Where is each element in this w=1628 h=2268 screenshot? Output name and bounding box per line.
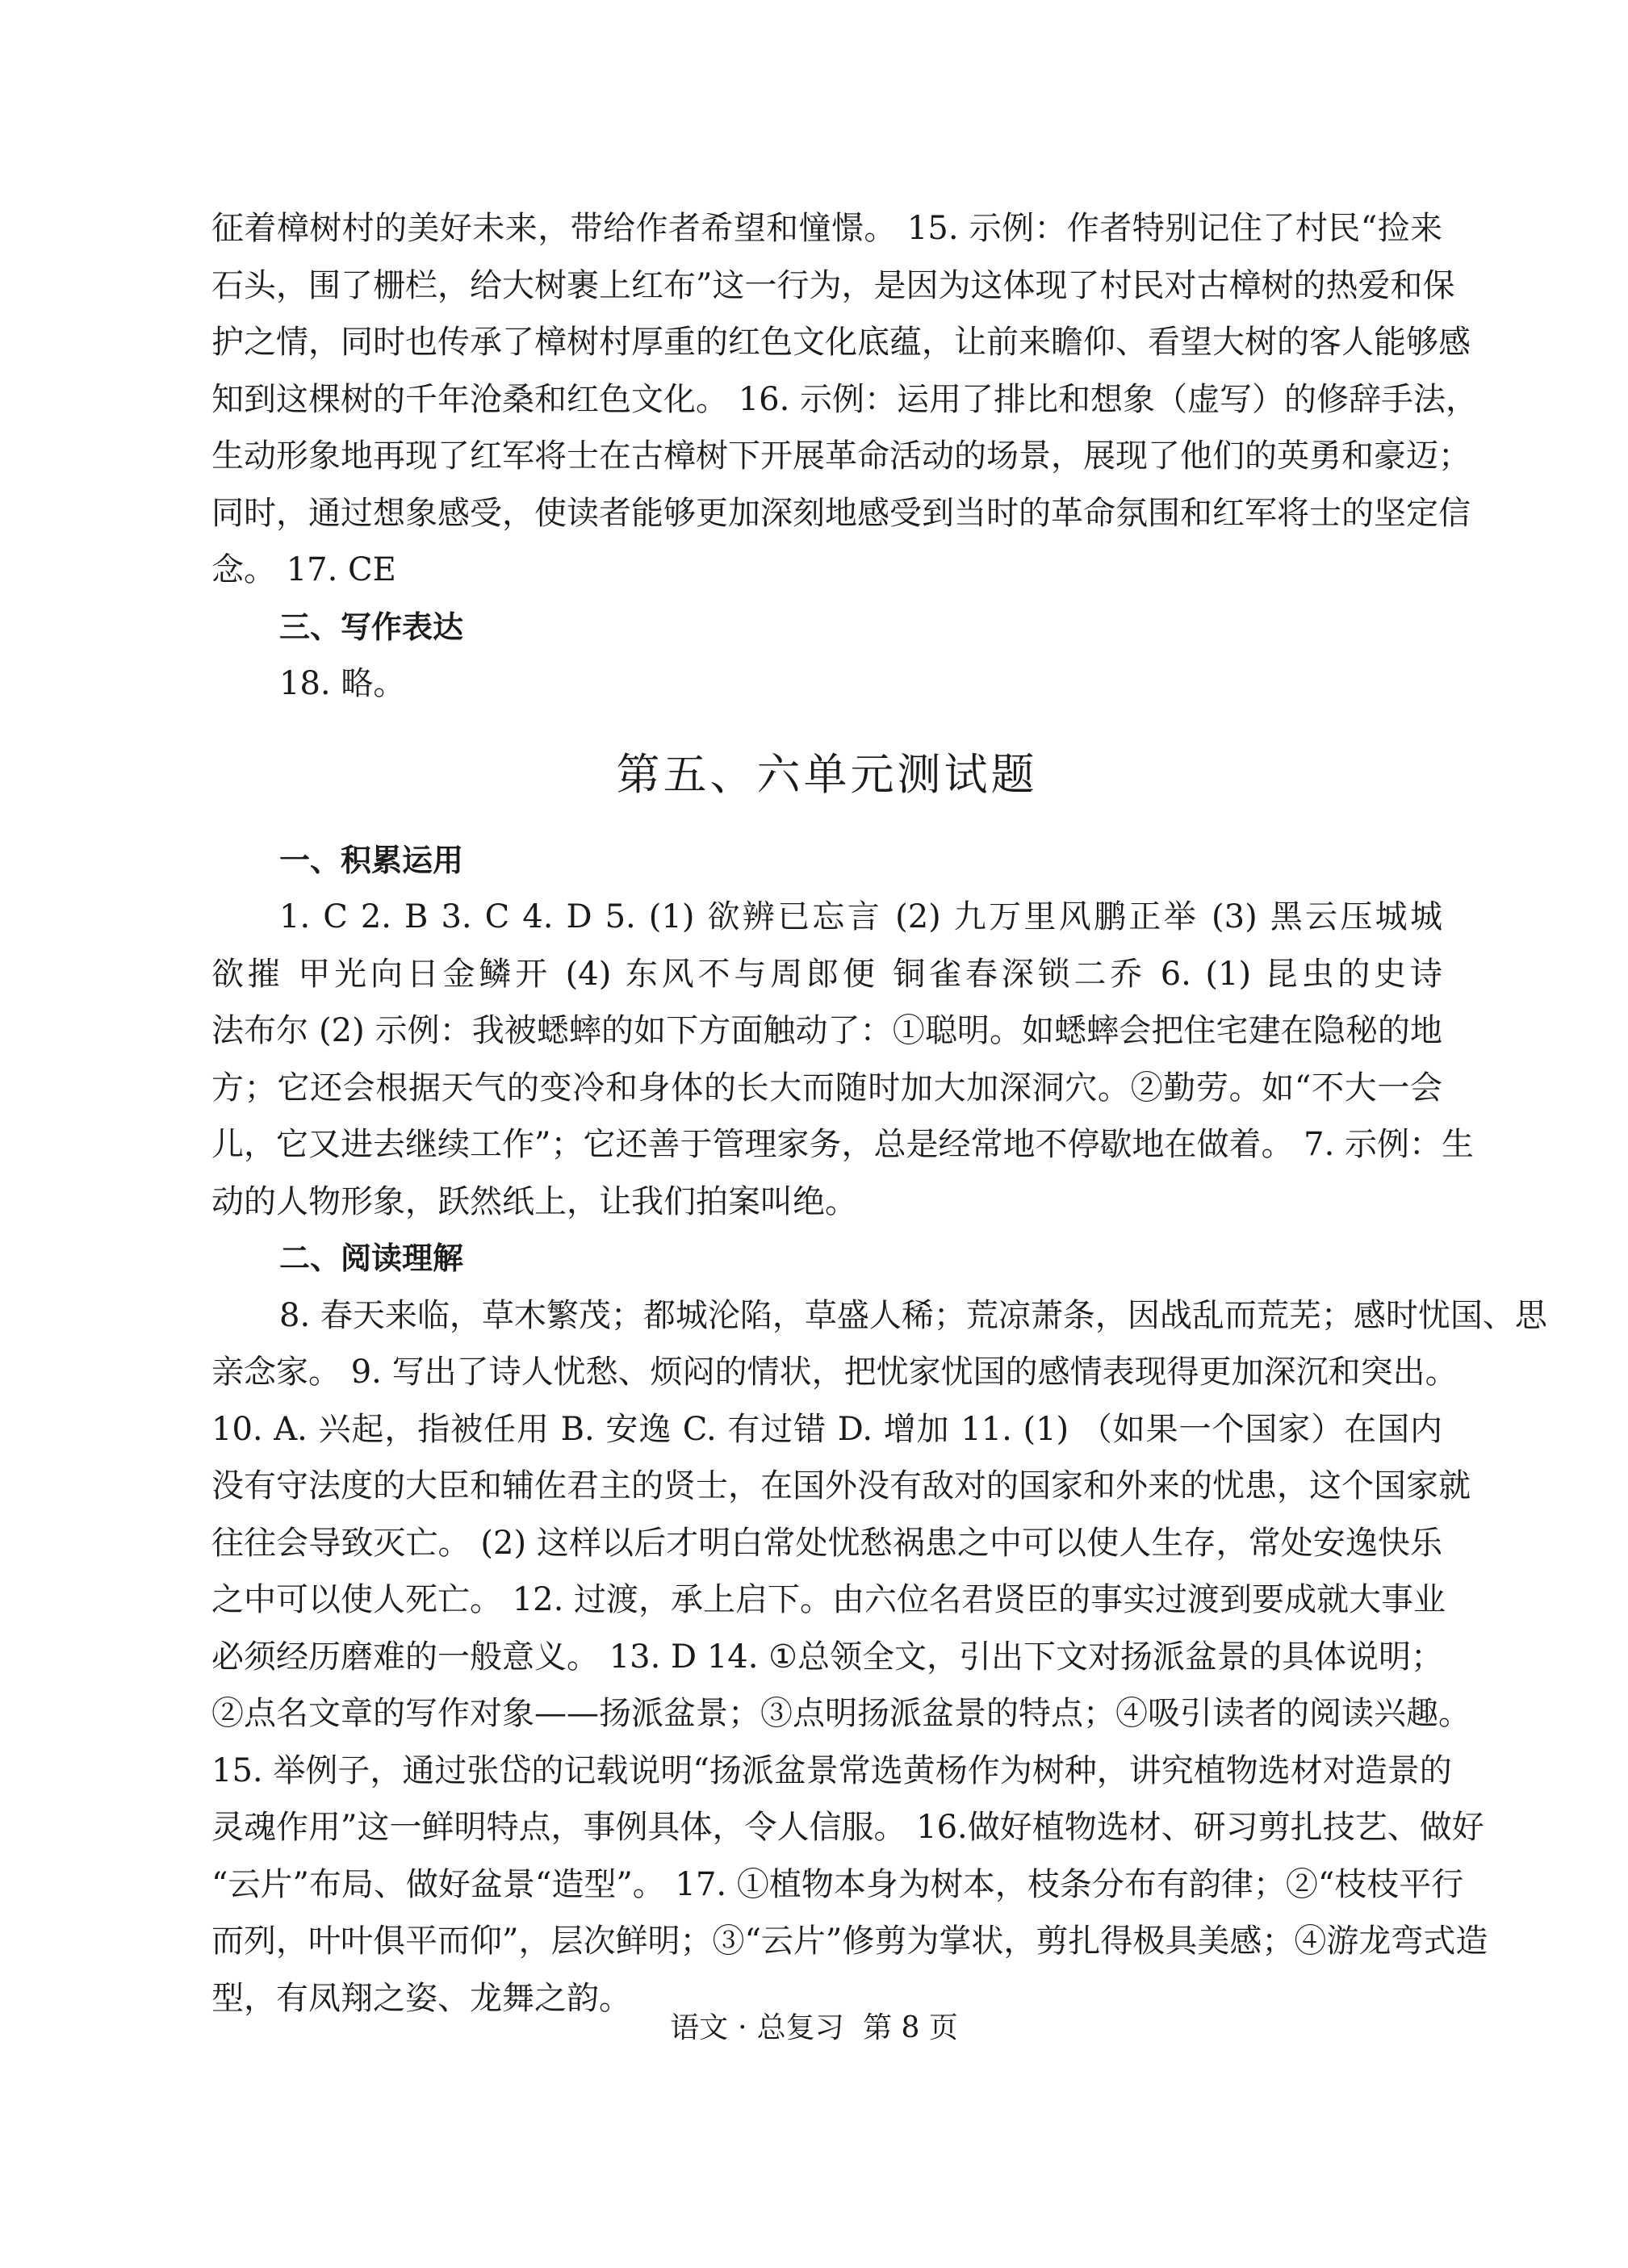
text-line: ②点名文章的写作对象——扬派盆景；③点明扬派盆景的特点；④吸引读者的阅读兴趣。 [211, 1695, 1471, 1732]
text-line: 往往会导致灭亡。 (2) 这样以后才明白常处忧愁祸患之中可以使人生存，常处安逸快乐 [211, 1524, 1442, 1562]
unit-test-title: 第五、六单元测试题 [616, 748, 1038, 800]
text-line: 欲摧 甲光向日金鳞开 (4) 东风不与周郎便 铜雀春深锁二乔 6. (1) 昆虫的史诗 [211, 955, 1442, 993]
text-line: 护之情，同时也传承了樟树村厚重的红色文化底蕴，让前来瞻仰、看望大树的客人能够感 [211, 324, 1471, 361]
text-line: 方；它还会根据天气的变冷和身体的长大而随时加大加深洞穴。②勤劳。如“不大一会 [211, 1069, 1442, 1107]
text-line: 8. 春天来临，草木繁茂；都城沦陷，草盛人稀；荒凉萧条，因战乱而荒芜；感时忧国、思 [279, 1296, 1547, 1334]
text-line: 儿，它又进去继续工作”；它还善于管理家务，总是经常地不停歇地在做着。 7. 示例：生 [211, 1126, 1475, 1163]
footer-separator: · [738, 2011, 747, 2044]
text-line: 法布尔 (2) 示例：我被蟋蟀的如下方面触动了：①聪明。如蟋蟀会把住宅建在隐秘的地 [211, 1012, 1442, 1049]
text-line: 之中可以使人死亡。 12. 过渡，承上启下。由六位名君贤臣的事实过渡到要成就大事业 [211, 1581, 1446, 1618]
writing-answer: 18. 略。 [279, 665, 406, 702]
footer-book: 总复习 [756, 2011, 844, 2044]
text-line: 念。 17. CE [211, 551, 396, 588]
answer-continuation [211, 200, 1479, 599]
text-line: 征着樟树村的美好未来，带给作者希望和憧憬。 15. 示例：作者特别记住了村民“捡来 [211, 210, 1442, 247]
section-heading-reading: 二、阅读理解 [279, 1241, 464, 1276]
text-line: 亲念家。 9. 写出了诗人忧愁、烦闷的情状，把忧家忧国的感情表现得更加深沉和突出。 [211, 1354, 1458, 1391]
text-line: 1. C 2. B 3. C 4. D 5. (1) 欲辨已忘言 (2) 九万里风鹏正举 (3) 黑云压城城 [279, 898, 1442, 935]
text-line: 而列，叶叶俱平而仰”，层次鲜明；③“云片”修剪为掌状，剪扎得极具美感；④游龙弯式造 [211, 1923, 1488, 1960]
text-line: 必须经历磨难的一般意义。 13. D 14. ①总领全文，引出下文对扬派盆景的具体说明； [211, 1638, 1444, 1676]
text-line: 知到这棵树的千年沧桑和红色文化。 16. 示例：运用了排比和想象（虚写）的修辞手法， [211, 380, 1479, 418]
text-line: 型，有凤翔之姿、龙舞之韵。 [211, 1979, 631, 2017]
writing-section [211, 599, 1442, 713]
section-heading-accumulation: 一、积累运用 [279, 842, 464, 878]
text-line: “云片”布局、做好盆景“造型”。 17. ①植物本身为树本，枝条分布有韵律；②“枝枝平行 [211, 1865, 1464, 1903]
footer-subject: 语文 [670, 2011, 729, 2044]
text-line: 没有守法度的大臣和辅佐君主的贤士，在国外没有敌对的国家和外来的忧患，这个国家就 [211, 1467, 1471, 1504]
text-line: 灵魂作用”这一鲜明特点，事例具体，令人信服。 16.做好植物选材、研习剪扎技艺、做好 [211, 1809, 1484, 1846]
section-heading-writing: 三、写作表达 [279, 609, 464, 645]
text-line: 生动形象地再现了红军将士在古樟树下开展革命活动的场景，展现了他们的英勇和豪迈； [211, 437, 1471, 475]
text-line: 10. A. 兴起，指被任用 B. 安逸 C. 有过错 D. 增加 11. (1) （如果一个国家）在国内 [211, 1410, 1442, 1448]
text-line: 15. 举例子，通过张岱的记载说明“扬派盆景常选黄杨作为树种，讲究植物选材对造景的 [211, 1751, 1452, 1789]
text-line: 同时，通过想象感受，使读者能够更加深刻地感受到当时的革命氛围和红军将士的坚定信 [211, 494, 1471, 532]
section-reading [211, 1230, 1547, 2027]
page-number: 第 8 页 [863, 2011, 958, 2044]
text-line: 动的人物形象，跃然纸上，让我们拍案叫绝。 [211, 1182, 857, 1220]
page-footer [0, 2008, 1628, 2048]
section-accumulation [211, 832, 1475, 1231]
text-line: 石头，围了栅栏，给大树裹上红布”这一行为，是因为这体现了村民对古樟树的热爱和保 [211, 266, 1455, 304]
